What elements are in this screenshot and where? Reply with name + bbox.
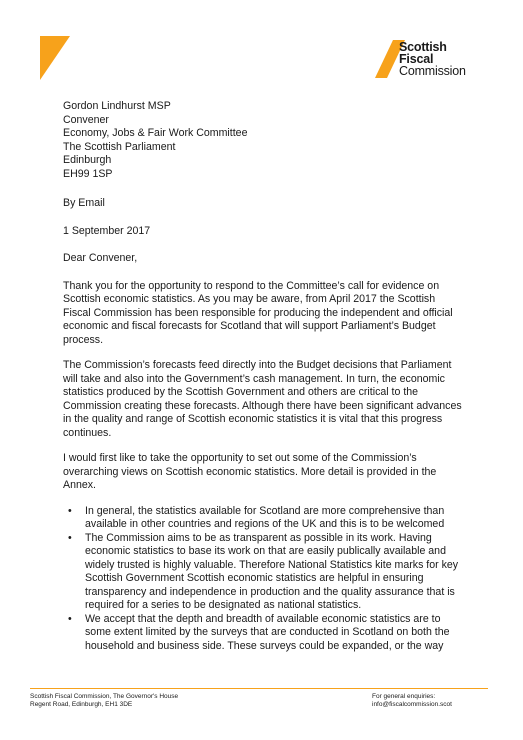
salutation: Dear Convener,: [63, 252, 138, 264]
bullet-marker: •: [68, 612, 72, 625]
address-line: Economy, Jobs & Fair Work Committee: [63, 127, 248, 139]
logo-line-2: Fiscal: [399, 52, 434, 66]
scottish-fiscal-commission-logo: [375, 40, 487, 86]
footer-contact-label: For general enquiries:: [372, 693, 436, 700]
logo-wordmark: [399, 41, 466, 77]
body-paragraph: I would first like to take the opportunity to set out some of the Commission’s overarching views on Scottish economic statistics. More detail is provided in the Annex.: [63, 452, 437, 491]
footer-address: [30, 693, 178, 709]
bullet-marker: •: [68, 531, 72, 544]
bullet-item: [63, 613, 465, 654]
address-line: Convener: [63, 113, 109, 126]
address-line: The Scottish Parliament: [63, 140, 176, 153]
orange-parallelogram-icon: [36, 36, 70, 80]
footer-divider: [30, 688, 488, 689]
footer-address-line: Regent Road, Edinburgh, EH1 3DE: [30, 701, 133, 708]
footer-address-line: Scottish Fiscal Commission, The Governor's House: [30, 693, 179, 700]
bullet-text: The Commission aims to be as transparent as possible in its work. Having economic statistics to base its work on that are easily publically available and widely trusted is highly valuable. Therefore National Statistics kite marks for key Scottish Government Scottish economic statistics are helpful in ensuring transparency and independence in production and the quality assurance that is required for a series to be designated as national statistics.: [85, 531, 459, 611]
footer-contact: [372, 693, 452, 709]
bullet-text: We accept that the depth and breadth of available economic statistics are to some extent limited by the surveys that are conducted in Scotland on both the household and business side. These surveys could be expanded, or the way: [85, 612, 450, 652]
address-line: Edinburgh: [63, 154, 112, 166]
bullet-marker: •: [68, 504, 72, 517]
footer-contact-email: info@fiscalcommission.scot: [372, 701, 452, 708]
letter-body: [63, 100, 465, 653]
bullet-item: [63, 505, 465, 532]
recipient-address: [63, 100, 465, 181]
address-line: Gordon Lindhurst MSP: [63, 100, 171, 112]
bullet-text: In general, the statistics available for Scotland are more comprehensive than available in other countries and regions of the UK and this is to be welcomed: [85, 504, 445, 530]
logo-line-3: Commission: [399, 64, 466, 78]
letter-date: 1 September 2017: [63, 224, 151, 237]
address-line: EH99 1SP: [63, 167, 113, 180]
logo-line-1: Scottish: [399, 40, 447, 54]
body-paragraph: Thank you for the opportunity to respond to the Committee’s call for evidence on Scottish economic statistics. As you may be aware, from April 2017 the Scottish Fiscal Commission has been responsible for producing the independent and official economic and fiscal forecasts for Scotland that will support Parliament’s Budget process.: [63, 279, 453, 346]
delivery-method: By Email: [63, 197, 105, 209]
bullet-list: [63, 505, 465, 654]
body-paragraph: The Commission’s forecasts feed directly into the Budget decisions that Parliament will take and also into the Government’s cash management. In turn, the economic statistics produced by the Scottish Government and others are critical to the Commission creating these forecasts. Although there have been significant advances in the quality and range of Scottish economic statistics it is vital that this progress continues.: [63, 359, 462, 439]
bullet-item: [63, 532, 465, 613]
